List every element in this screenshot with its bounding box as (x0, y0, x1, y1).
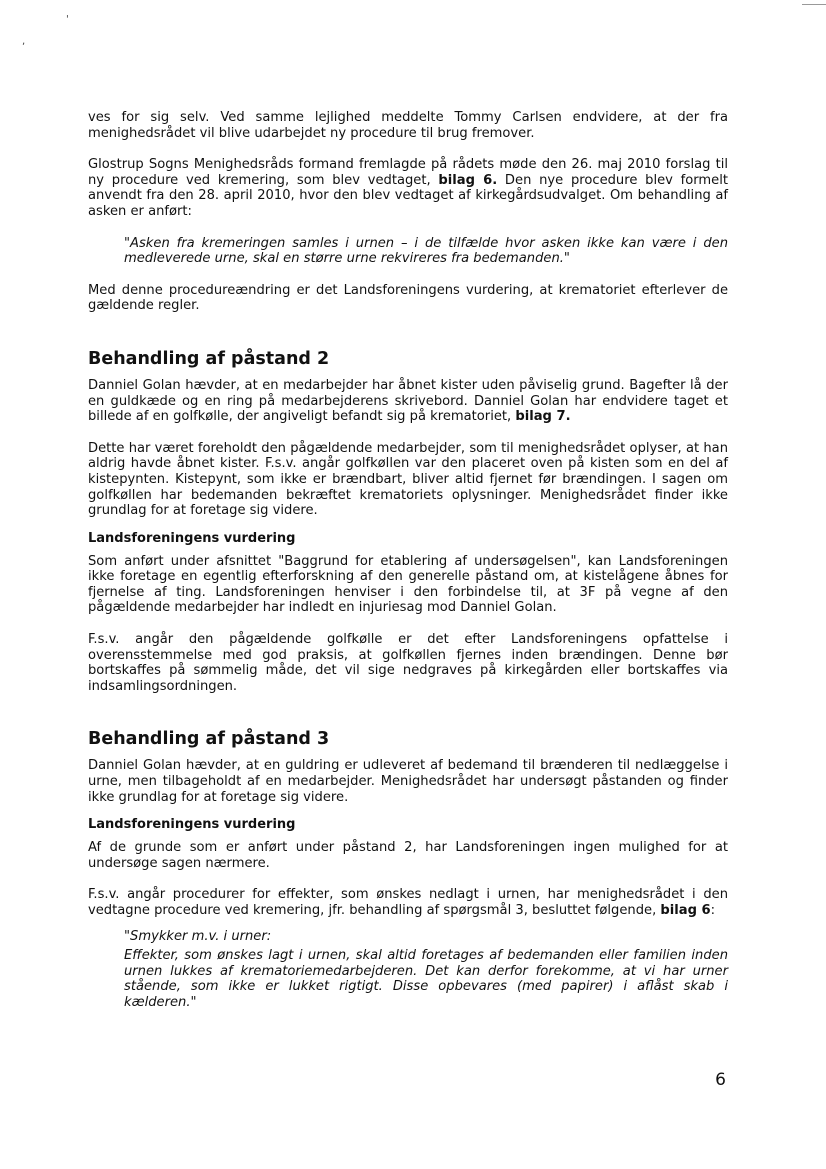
paragraph: Med denne procedureændring er det Landsforeningens vurdering, at krematoriet efterlever de gældende regler. (88, 282, 728, 314)
block-quote-title: "Smykker m.v. i urner: (124, 928, 272, 944)
paragraph-text: Glostrup Sogns Menighedsråds formand fremlagde på rådets møde den 26. maj 2010 forslag til ny procedure ved kremering, som blev vedtaget, (88, 157, 728, 188)
paragraph (88, 378, 728, 425)
block-quote: "Asken fra kremeringen samles i urnen – i de tilfælde hvor asken ikke kan være i den medleverede urne, skal en større urne rekvireres fra bedemanden." (124, 235, 728, 267)
paragraph: Af de grunde som er anført under påstand 2, har Landsforeningen ingen mulighed for at undersøge sagen nærmere. (88, 840, 728, 871)
paragraph-text: : (710, 903, 716, 918)
paragraph-text: F.s.v. angår procedurer for effekter, som ønskes nedlagt i urnen, har menighedsrådet i den vedtagne procedure ved kremering, jfr. behandling af spørgsmål 3, besluttet følgende, (88, 887, 728, 918)
document-body (88, 110, 728, 1011)
paragraph-text: Danniel Golan hævder, at en medarbejder har åbnet kister uden påviselig grund. Bagefter lå der en guldkæde og en ring på medarbejderens skrivebord. Danniel Golan har endvidere taget et billede af en golfkølle, der angiveligt befandt sig på krematoriet, (88, 377, 728, 425)
scan-mark: , (22, 36, 26, 47)
block-quote: Effekter, som ønskes lagt i urnen, skal altid foretages af bedemanden eller familien inden urnen lukkes af krematoriemedarbejderen. Det kan derfor forekomme, at vi har urner stående, som ikke er lukket rigtigt. Disse opbevares (med papirer) i aflåst skab i kælderen." (124, 948, 728, 1010)
paragraph: Som anført under afsnittet "Baggrund for etablering af undersøgelsen", kan Landsforeningen ikke foretage en egentlig efterforskning af den generelle påstand om, at kistelågene åbnes for fjernelse af ting. Landsforeningen henviser i den forbindelse til, at 3F på vegne af den pågældende medarbejder har indledt en injuriesag mod Danniel Golan. (88, 553, 728, 616)
paragraph-text: Den nye procedure blev formelt anvendt fra den 28. april 2010, hvor den blev vedtaget af kirkegårdsudvalget. Om behandling af asken er anført: (88, 172, 728, 219)
paragraph: Danniel Golan hævder, at en guldring er udleveret af bedemand til brænderen til nedlæggelse i urne, men tilbageholdt af en medarbejder. Menighedsrådet har undersøgt påstanden og finder ikke grundlag for at foretage sig videre. (88, 758, 728, 805)
scan-edge-line (802, 4, 826, 5)
attachment-reference: bilag 6. (438, 172, 498, 188)
paragraph (88, 157, 728, 219)
paragraph: ves for sig selv. Ved samme lejlighed meddelte Tommy Carlsen endvidere, at der fra menighedsrådet vil blive udarbejdet ny procedure til brug fremover. (88, 110, 728, 141)
scan-mark: ' (66, 14, 69, 25)
subheading: Landsforeningens vurdering (88, 530, 296, 546)
section-heading: Behandling af påstand 2 (88, 348, 330, 369)
page-number: 6 (715, 1070, 726, 1090)
subheading: Landsforeningens vurdering (88, 817, 296, 833)
paragraph (88, 887, 728, 918)
paragraph: Dette har været foreholdt den pågældende medarbejder, som til menighedsrådet oplyser, at han aldrig havde åbnet kister. F.s.v. angår golfkøllen var den placeret oven på kisten som en del af kistepynten. Kistepynt, som ikke er brændbart, bliver altid fjernet før brændingen. I sagen om golfkøllen har bedemanden bekræftet krematoriets oplysninger. Menighedsrådet finder ikke grundlag for at foretage sig videre. (88, 440, 728, 519)
attachment-reference: bilag 7. (515, 409, 571, 425)
paragraph: F.s.v. angår den pågældende golfkølle er det efter Landsforeningens opfattelse i overensstemmelse med god praksis, at golfkøllen fjernes inden brændingen. Denne bør bortskaffes på sømmelig måde, det vil sige nedgraves på kirkegården eller bortskaffes via indsamlingsordningen. (88, 632, 728, 694)
attachment-reference: bilag 6 (660, 903, 711, 918)
section-heading: Behandling af påstand 3 (88, 729, 330, 750)
